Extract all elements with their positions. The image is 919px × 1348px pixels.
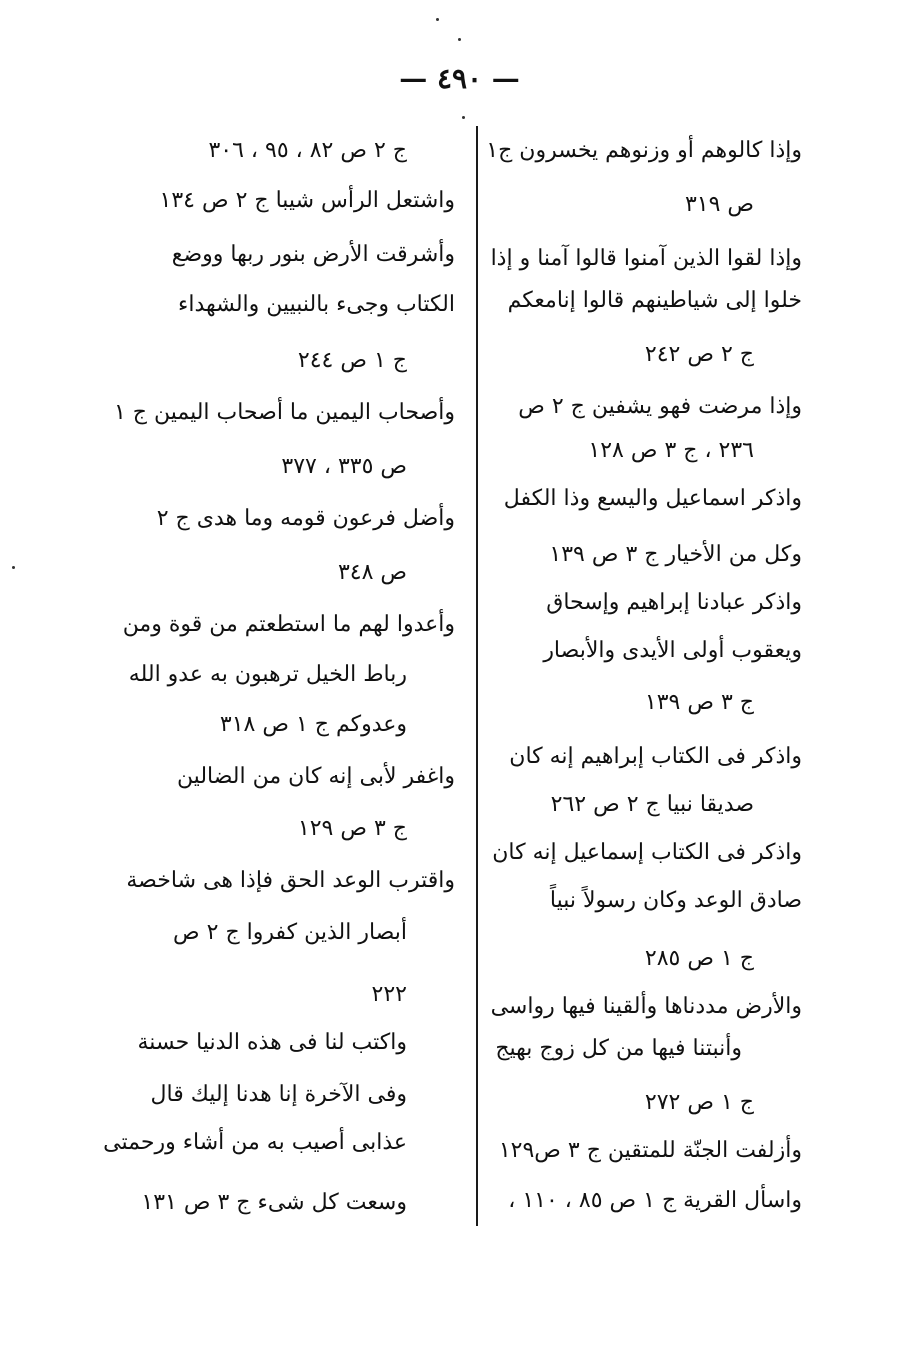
text-line: ٢٢٢ (371, 982, 407, 1007)
text-line: صديقا نبيا ج ٢ ص ٢٦٢ (550, 792, 754, 817)
text-line: واغفر لأبى إنه كان من الضالين (176, 764, 455, 789)
text-line: رباط الخيل ترهبون به عدو الله (128, 662, 407, 687)
text-line: وأعدوا لهم ما استطعتم من قوة ومن (122, 612, 455, 637)
text-line: أبصار الذين كفروا ج ٢ ص (173, 920, 407, 945)
text-line: ص ٣٤٨ (337, 560, 407, 585)
text-line: وأصحاب اليمين ما أصحاب اليمين ج ١ (113, 400, 455, 425)
text-line: ج ١ ص ٢٤٤ (297, 348, 407, 373)
text-line: ج ٢ ص ٨٢ ، ٩٥ ، ٣٠٦ (208, 138, 407, 163)
text-line: الكتاب وجىء بالنبيين والشهداء (178, 292, 455, 317)
text-line: وأنبتنا فيها من كل زوج بهيج (495, 1036, 742, 1061)
text-line: صادق الوعد وكان رسولاً نبياً (549, 888, 802, 913)
text-line: وعدوكم ج ١ ص ٣١٨ (219, 712, 407, 737)
paper-speck (462, 116, 465, 119)
text-line: واذكر فى الكتاب إسماعيل إنه كان (492, 840, 802, 865)
text-line: وكل من الأخيار ج ٣ ص ١٣٩ (549, 542, 802, 567)
text-line: ج ٣ ص ١٣٩ (644, 690, 754, 715)
text-line: وأضل فرعون قومه وما هدى ج ٢ (156, 506, 455, 531)
text-line: ص ٣٣٥ ، ٣٧٧ (281, 454, 407, 479)
text-line: ٢٣٦ ، ج ٣ ص ١٢٨ (588, 438, 754, 463)
text-line: ويعقوب أولى الأيدى والأبصار (543, 638, 802, 663)
text-line: واكتب لنا فى هذه الدنيا حسنة (137, 1030, 407, 1055)
paper-speck (458, 38, 461, 41)
text-line: والأرض مددناها وألقينا فيها رواسى (490, 994, 802, 1019)
text-line: واشتعل الرأس شيبا ج ٢ ص ١٣٤ (159, 188, 455, 213)
text-line: وإذا كالوهم أو وزنوهم يخسرون ج١ (486, 138, 802, 163)
text-line: عذابى أصيب به من أشاء ورحمتى (103, 1130, 407, 1155)
paper-speck (436, 18, 439, 21)
text-line: واقترب الوعد الحق فإذا هى شاخصة (126, 868, 455, 893)
text-line: واذكر فى الكتاب إبراهيم إنه كان (509, 744, 802, 769)
text-line: وسعت كل شىء ج ٣ ص ١٣١ (141, 1190, 407, 1215)
text-line: ج ١ ص ٢٧٢ (644, 1090, 754, 1115)
text-line: ج ١ ص ٢٨٥ (644, 946, 754, 971)
text-line: خلوا إلى شياطينهم قالوا إنامعكم (507, 288, 802, 313)
text-line: وإذا مرضت فهو يشفين ج ٢ ص (518, 394, 802, 419)
text-line: ص ٣١٩ (684, 192, 754, 217)
text-line: ج ٣ ص ١٢٩ (297, 816, 407, 841)
paper-speck (12, 566, 15, 569)
text-line: ج ٢ ص ٢٤٢ (644, 342, 754, 367)
text-line: وأشرقت الأرض بنور ربها ووضع (171, 242, 455, 267)
column-divider (476, 126, 478, 1226)
page-number: — ٤٩٠ — (399, 62, 520, 95)
text-line: وإذا لقوا الذين آمنوا قالوا آمنا و إذا (490, 246, 802, 271)
text-line: واذكر اسماعيل واليسع وذا الكفل (503, 486, 802, 511)
text-line: وفى الآخرة إنا هدنا إليك قال (150, 1082, 407, 1107)
text-line: واسأل القرية ج ١ ص ٨٥ ، ١١٠ ، (508, 1188, 802, 1213)
text-line: وأزلفت الجنّة للمتقين ج ٣ ص١٢٩ (498, 1138, 802, 1163)
text-line: واذكر عبادنا إبراهيم وإسحاق (546, 590, 802, 615)
